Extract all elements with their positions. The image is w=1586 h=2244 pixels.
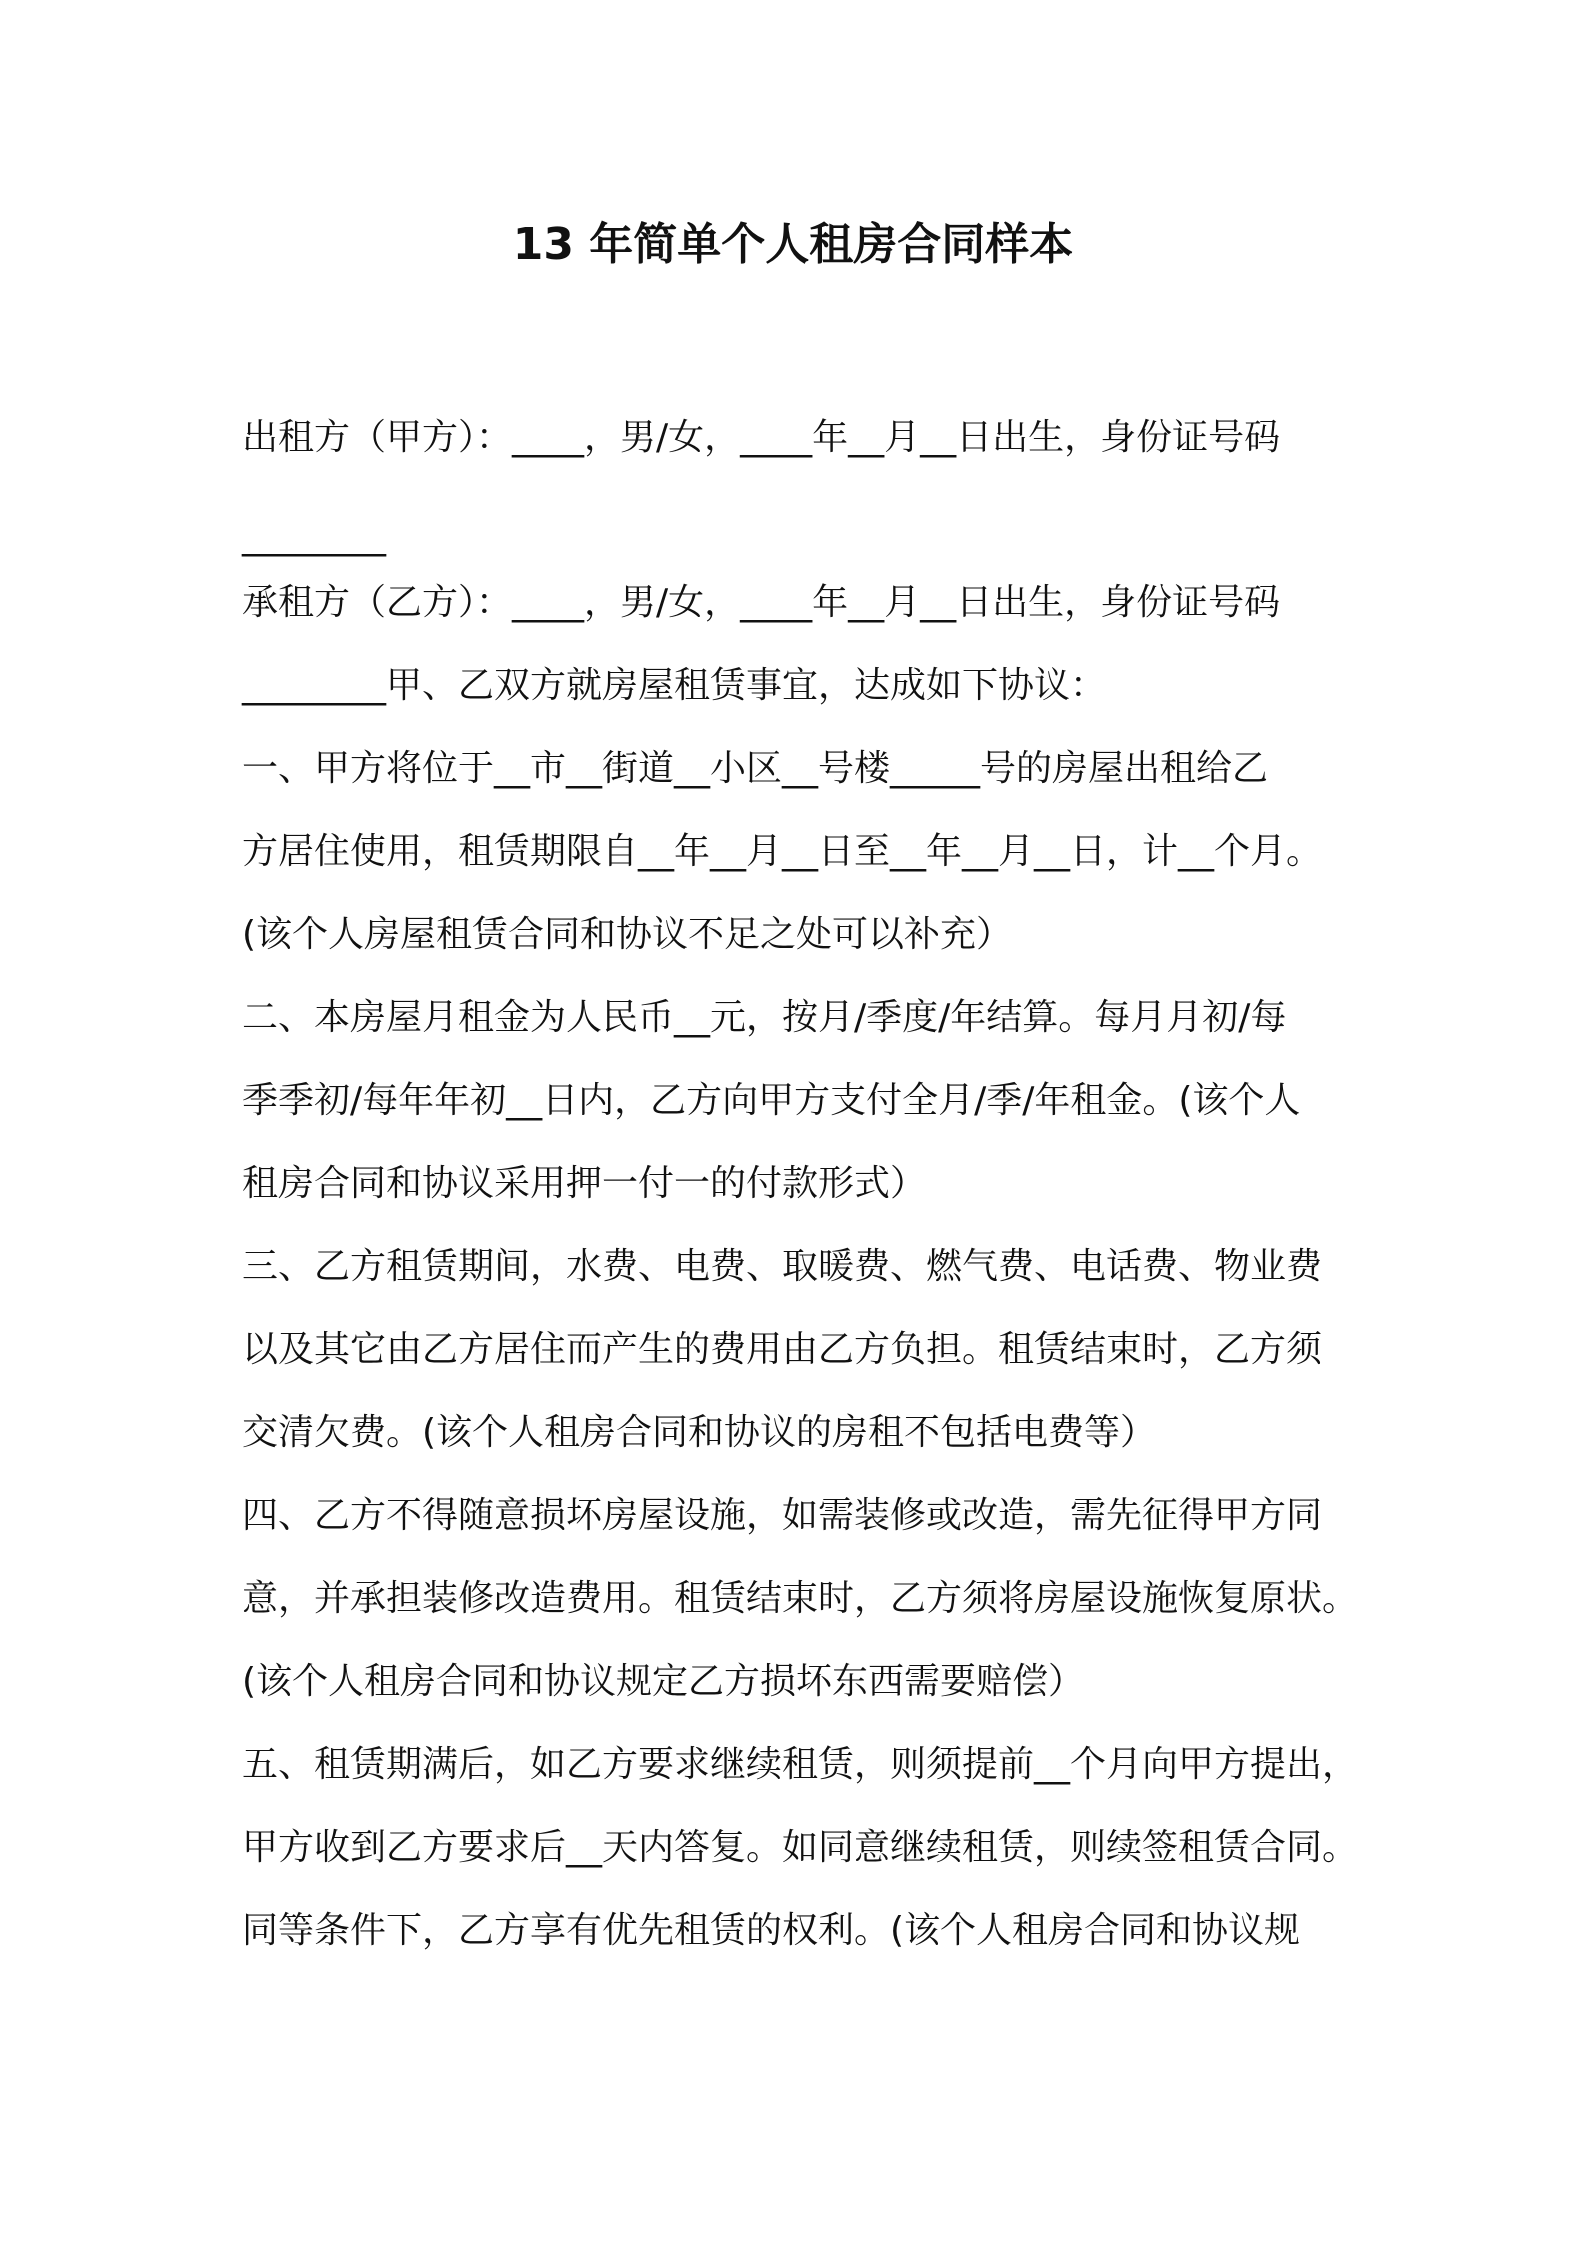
text-line: 同等条件下，乙方享有优先租赁的权利。(该个人租房合同和协议规 xyxy=(242,1910,1301,1951)
text-line: (该个人房屋租赁合同和协议不足之处可以补充） xyxy=(242,914,1013,955)
text-line: 一、甲方将位于__市__街道__小区__号楼_____号的房屋出租给乙 xyxy=(242,748,1269,789)
text-line: 季季初/每年年初__日内，乙方向甲方支付全月/季/年租金。(该个人 xyxy=(242,1080,1301,1121)
text-line: 三、乙方租赁期间，水费、电费、取暖费、燃气费、电话费、物业费 xyxy=(242,1246,1323,1287)
text-line: 五、租赁期满后，如乙方要求继续租赁，则须提前__个月向甲方提出， xyxy=(242,1744,1359,1785)
text-line: 甲方收到乙方要求后__天内答复。如同意继续租赁，则续签租赁合同。 xyxy=(242,1827,1359,1868)
text-line: 四、乙方不得随意损坏房屋设施，如需装修或改造，需先征得甲方同 xyxy=(242,1495,1323,1536)
text-line: (该个人租房合同和协议规定乙方损坏东西需要赔偿） xyxy=(242,1661,1085,1702)
text-line: 以及其它由乙方居住而产生的费用由乙方负担。租赁结束时，乙方须 xyxy=(242,1329,1323,1370)
text-line: ________甲、乙双方就房屋租赁事宜，达成如下协议： xyxy=(242,665,1107,706)
text-line: 租房合同和协议采用押一付一的付款形式） xyxy=(242,1163,927,1204)
text-line: 出租方（甲方）：____，男/女，____年__月__日出生，身份证号码 xyxy=(242,417,1281,458)
text-line: 交清欠费。(该个人租房合同和协议的房租不包括电费等） xyxy=(242,1412,1157,1453)
document-title: 13 年简单个人租房合同样本 xyxy=(512,219,1074,270)
text-line: 二、本房屋月租金为人民币__元，按月/季度/年结算。每月月初/每 xyxy=(242,997,1287,1038)
text-line: 意，并承担装修改造费用。租赁结束时，乙方须将房屋设施恢复原状。 xyxy=(242,1578,1359,1619)
text-line: 方居住使用，租赁期限自__年__月__日至__年__月__日，计__个月。 xyxy=(242,831,1323,872)
text-line: ________ xyxy=(242,516,386,557)
text-line: 承租方（乙方）：____，男/女，____年__月__日出生，身份证号码 xyxy=(242,582,1281,623)
